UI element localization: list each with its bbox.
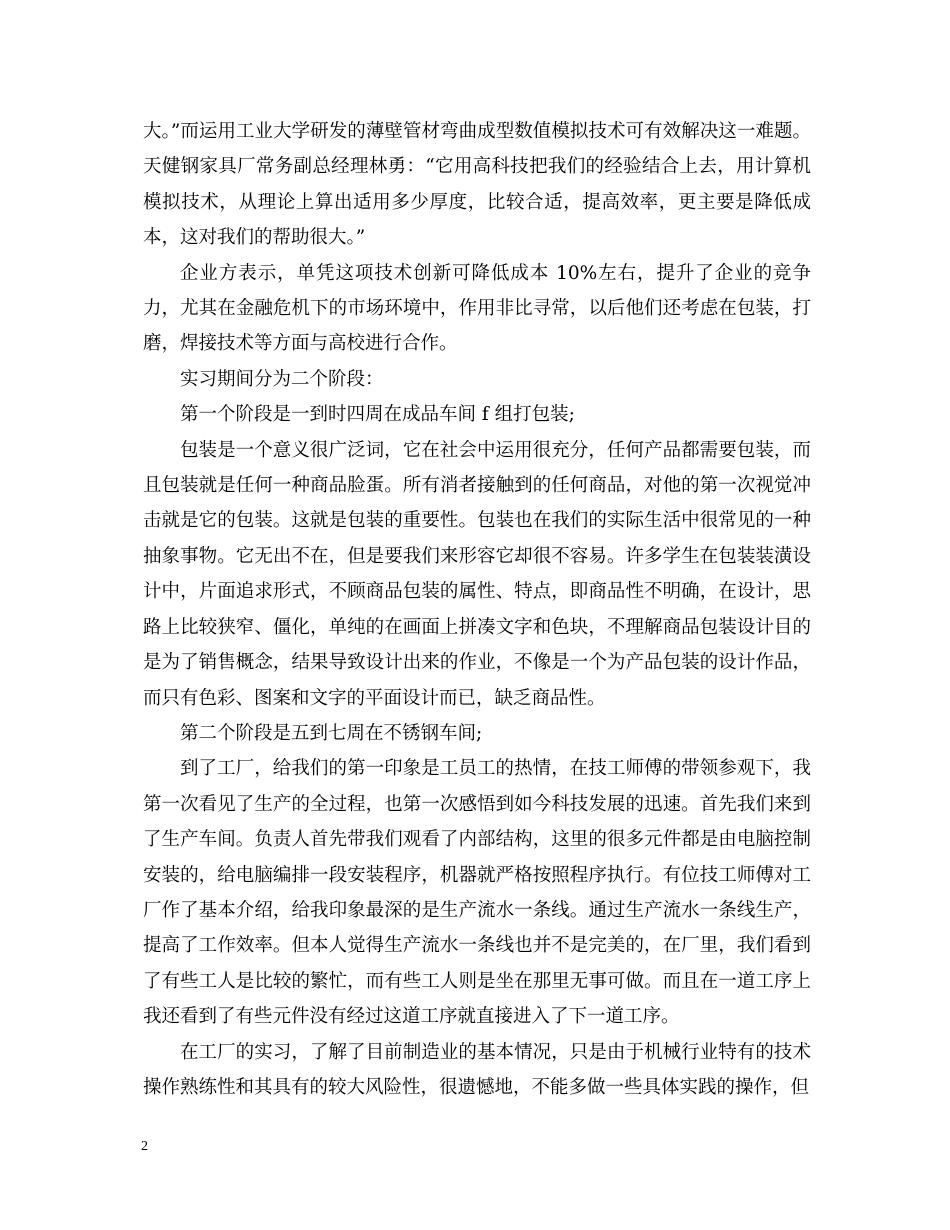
paragraph: 第二个阶段是五到七周在不锈钢车间; bbox=[180, 722, 483, 744]
paragraph: 实习期间分为二个阶段： bbox=[180, 368, 384, 390]
paragraph: 到了工厂，给我们的第一印象是工员工的热情，在技工师傅的带领参观下，我第一次看见了生产的全过程，也第一次感悟到如今科技发展的迅速。首先我们来到了生产车间。负责人首先带我们观看了内部结构，这里的很多元件都是由电脑控制安装的，给电脑编排一段安装程序，机器就严格按照程序执行。有位技工师傅对工厂作了基本介绍，给我印象最深的是生产流水一条线。通过生产流水一条线生产，提高了工作效率。但本人觉得生产流水一条线也并不是完美的，在厂里，我们看到了有些工人是比较的繁忙，而有些工人则是坐在那里无事可做。而且在一道工序上我还看到了有些元件没有经过这道工序就直接进入了下一道工序。 bbox=[143, 758, 811, 1028]
paragraph: 第一个阶段是一到时四周在成品车间 f 组打包装; bbox=[180, 404, 575, 426]
body-text bbox=[143, 114, 811, 1105]
paragraph: 企业方表示，单凭这项技术创新可降低成本 10%左右，提升了企业的竞争力，尤其在金融危机下的市场环境中，作用非比寻常，以后他们还考虑在包装，打磨，焊接技术等方面与高校进行合作。 bbox=[143, 262, 811, 355]
page-number: 2 bbox=[141, 1139, 148, 1154]
paragraph: 包装是一个意义很广泛词，它在社会中运用很充分，任何产品都需要包装，而且包装就是任何一种商品脸蛋。所有消者接触到的任何商品，对他的第一次视觉冲击就是它的包装。这就是包装的重要性。包装也在我们的实际生活中很常见的一种抽象事物。它无出不在，但是要我们来形容它却很不容易。许多学生在包装装潢设计中，片面追求形式，不顾商品包装的属性、特点，即商品性不明确，在设计，思路上比较狭窄、僵化，单纯的在画面上拼凑文字和色块，不理解商品包装设计目的是为了销售概念，结果导致设计出来的作业，不像是一个为产品包装的设计作品，而只有色彩、图案和文字的平面设计而已，缺乏商品性。 bbox=[143, 439, 811, 709]
paragraph: 在工厂的实习，了解了目前制造业的基本情况，只是由于机械行业特有的技术操作熟练性和其具有的较大风险性，很遗憾地，不能多做一些具体实践的操作，但 bbox=[143, 1041, 811, 1098]
paragraph: 大。”而运用工业大学研发的薄壁管材弯曲成型数值模拟技术可有效解决这一难题。天健钢家具厂常务副总经理林勇：“它用高科技把我们的经验结合上去，用计算机模拟技术，从理论上算出适用多少厚度，比较合适，提高效率，更主要是降低成本，这对我们的帮助很大。” bbox=[143, 121, 811, 249]
